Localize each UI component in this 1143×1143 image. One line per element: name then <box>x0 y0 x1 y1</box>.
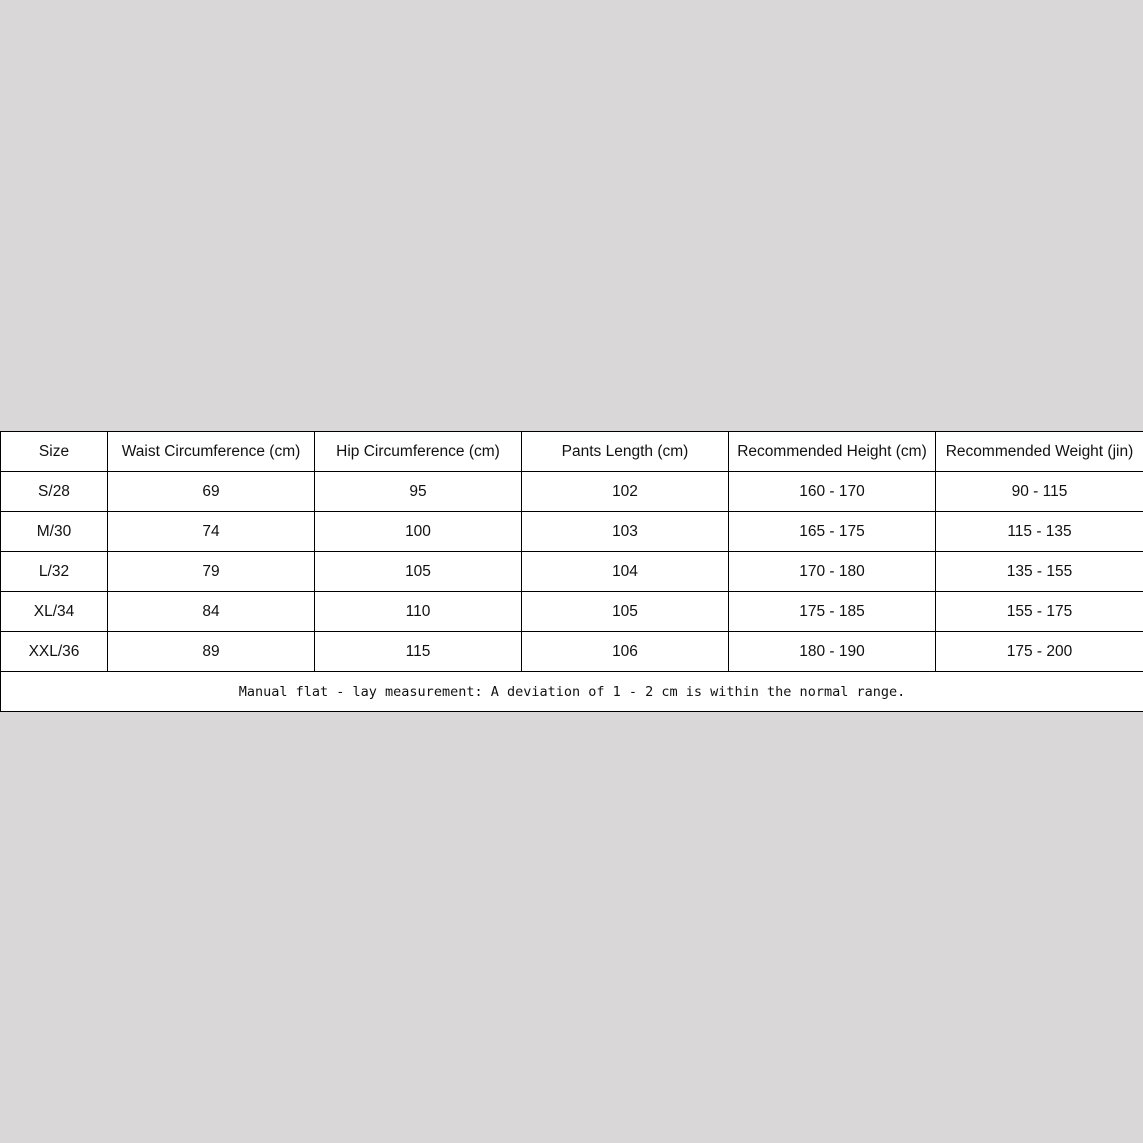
cell-pants-length: 106 <box>522 632 729 672</box>
header-row <box>1 432 1143 472</box>
cell-height: 165 - 175 <box>729 512 936 552</box>
cell-size: XXL/36 <box>1 632 108 672</box>
table-row <box>1 472 1143 512</box>
cell-weight: 155 - 175 <box>936 592 1143 632</box>
measurement-note: Manual flat - lay measurement: A deviation of 1 - 2 cm is within the normal range. <box>1 672 1143 712</box>
cell-pants-length: 103 <box>522 512 729 552</box>
cell-weight: 135 - 155 <box>936 552 1143 592</box>
cell-height: 175 - 185 <box>729 592 936 632</box>
size-chart-table <box>0 431 1143 712</box>
note-row <box>1 672 1143 712</box>
table-row <box>1 592 1143 632</box>
cell-hip: 100 <box>315 512 522 552</box>
cell-hip: 115 <box>315 632 522 672</box>
cell-size: S/28 <box>1 472 108 512</box>
cell-size: XL/34 <box>1 592 108 632</box>
table-row <box>1 632 1143 672</box>
table-row <box>1 512 1143 552</box>
cell-waist: 69 <box>108 472 315 512</box>
header-recommended-height: Recommended Height (cm) <box>729 432 936 472</box>
header-pants-length: Pants Length (cm) <box>522 432 729 472</box>
cell-height: 180 - 190 <box>729 632 936 672</box>
cell-hip: 110 <box>315 592 522 632</box>
table-row <box>1 552 1143 592</box>
cell-weight: 90 - 115 <box>936 472 1143 512</box>
cell-pants-length: 105 <box>522 592 729 632</box>
cell-weight: 115 - 135 <box>936 512 1143 552</box>
cell-pants-length: 104 <box>522 552 729 592</box>
cell-waist: 84 <box>108 592 315 632</box>
header-waist: Waist Circumference (cm) <box>108 432 315 472</box>
cell-height: 160 - 170 <box>729 472 936 512</box>
cell-size: M/30 <box>1 512 108 552</box>
header-size: Size <box>1 432 108 472</box>
cell-waist: 74 <box>108 512 315 552</box>
header-recommended-weight: Recommended Weight (jin) <box>936 432 1143 472</box>
cell-hip: 95 <box>315 472 522 512</box>
cell-weight: 175 - 200 <box>936 632 1143 672</box>
header-hip: Hip Circumference (cm) <box>315 432 522 472</box>
cell-waist: 79 <box>108 552 315 592</box>
cell-size: L/32 <box>1 552 108 592</box>
cell-height: 170 - 180 <box>729 552 936 592</box>
cell-hip: 105 <box>315 552 522 592</box>
cell-pants-length: 102 <box>522 472 729 512</box>
cell-waist: 89 <box>108 632 315 672</box>
